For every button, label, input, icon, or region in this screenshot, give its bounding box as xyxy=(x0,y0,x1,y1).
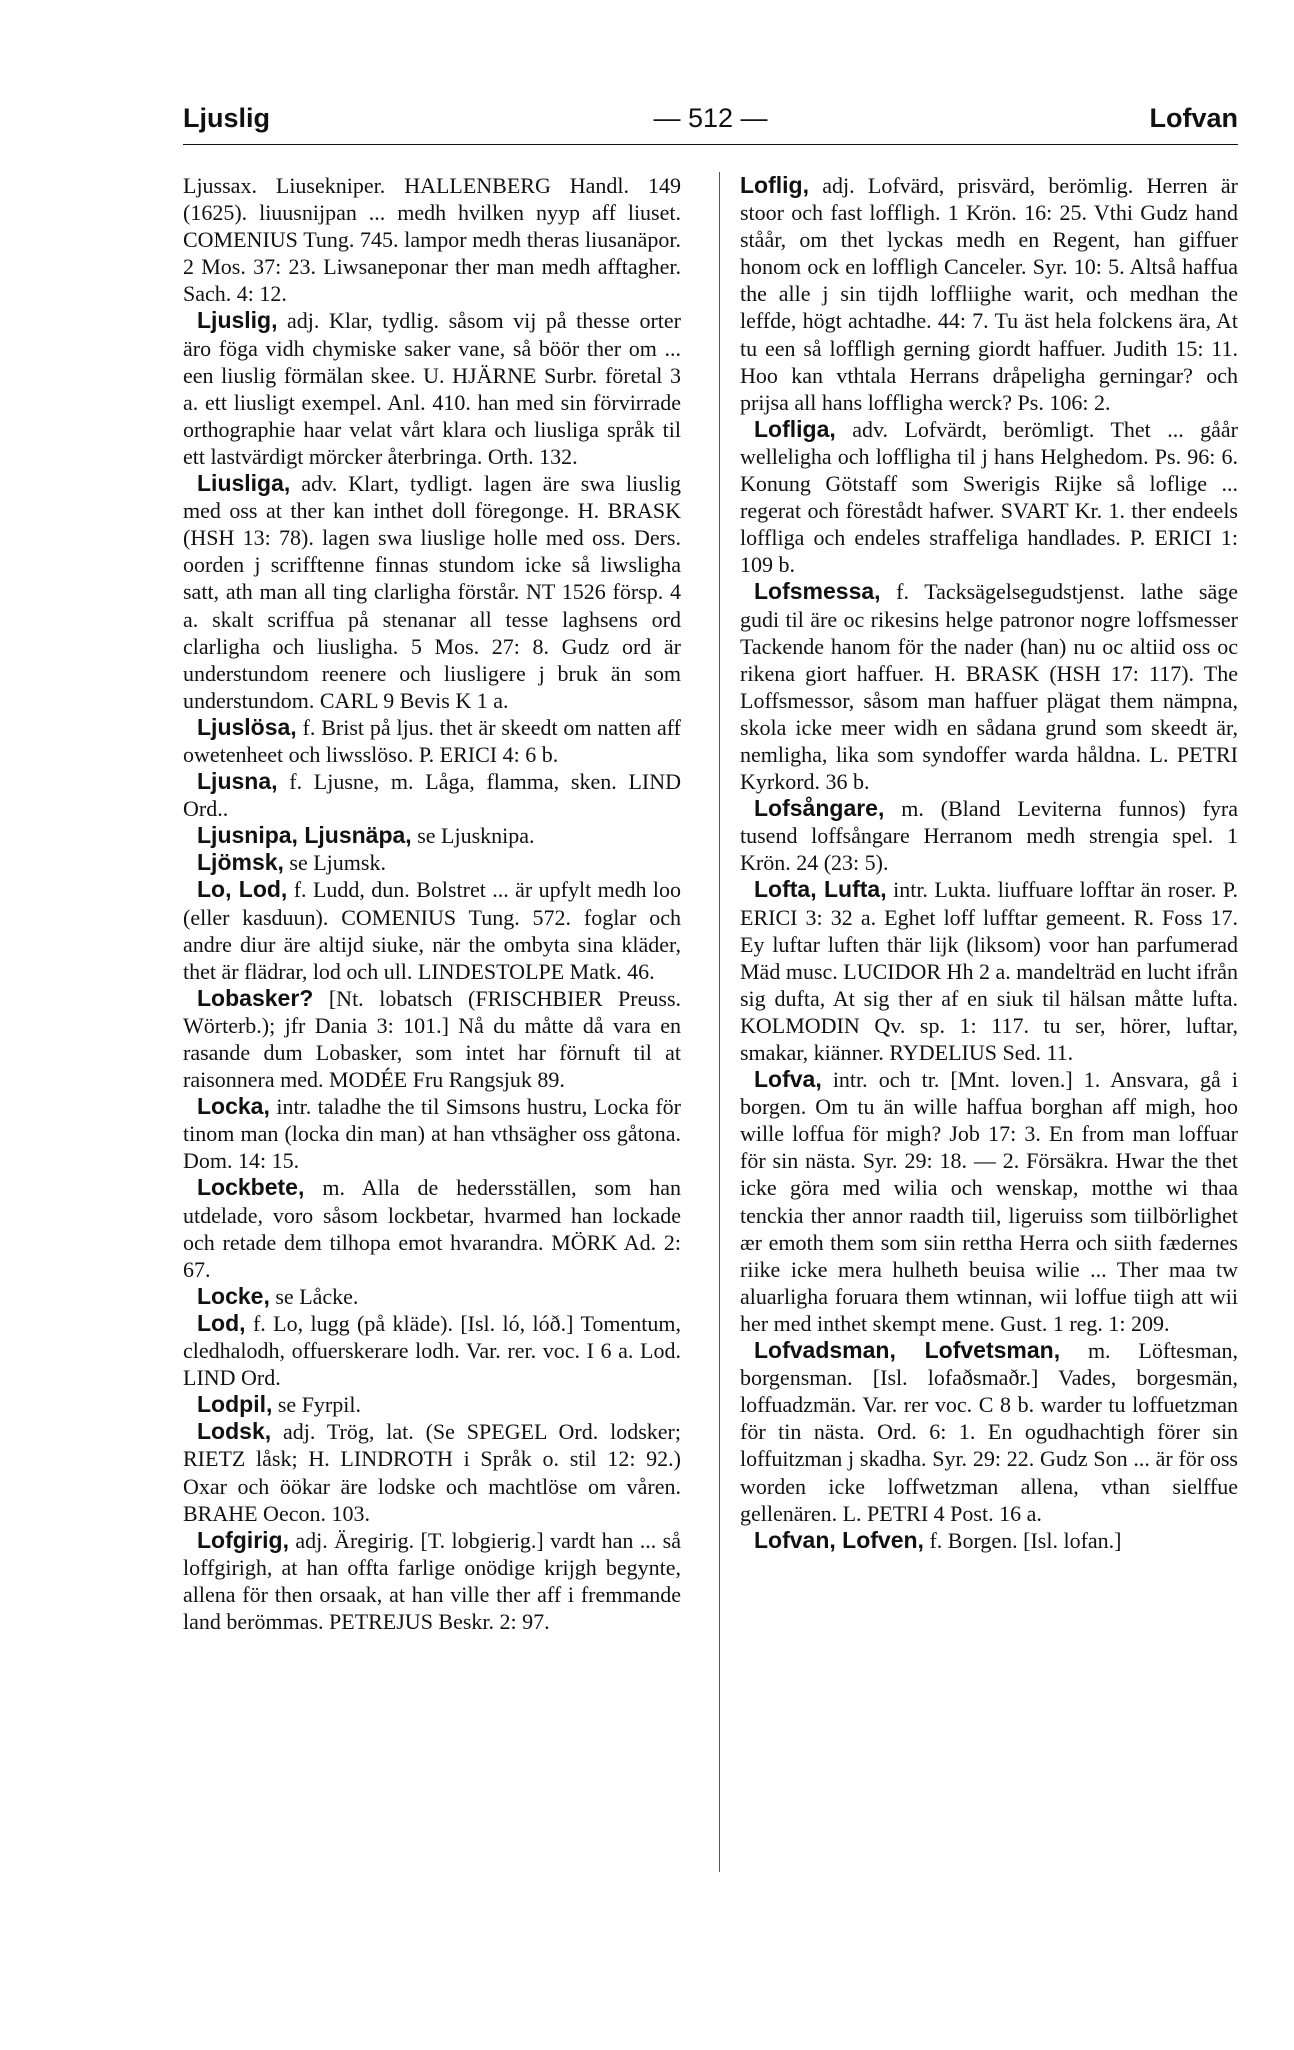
dictionary-entry xyxy=(183,1527,681,1635)
entry-headword: Ljuslig, xyxy=(197,307,278,334)
dictionary-entry xyxy=(740,795,1238,876)
entry-text: f. Brist på ljus. thet är skeedt om natten aff owetenheet och liwsslöso. P. ERICI 4: 6 b. xyxy=(183,714,681,767)
entry-text: m. Alla de hedersställen, som han utdelade, voro såsom lockbetar, hvarmed han lockade och retade dem tilhopa emot hvarandra. MÖRK Ad. 2: 67. xyxy=(183,1175,681,1282)
dictionary-entry xyxy=(183,172,681,307)
entry-headword: Lofliga, xyxy=(754,415,836,442)
entry-text: se Ljusknipa. xyxy=(411,823,535,849)
left-column xyxy=(183,172,681,1635)
dictionary-entry xyxy=(183,1418,681,1526)
entry-headword: Locke, xyxy=(197,1282,270,1309)
entry-text: m. Löftesman, borgensman. [Isl. lofaðsmaðr.] Vades, borgesmän, loffuadzmän. Var. rer voc. C 8 b. warder tu loffuetzman för tin nästa. Ord. 6: 1. En ogudhachtigh förer sin loffuitzman j skadha. Syr. 29: 22. Gudz Son ... är för oss worden icke loffwetzman allena, vthan sielffue gellenären. L. PETRI 4 Post. 16 a. xyxy=(740,1338,1238,1526)
entry-headword: Ljusna, xyxy=(197,768,278,795)
entry-headword: Loflig, xyxy=(740,172,809,198)
column-divider xyxy=(719,172,720,1872)
entry-headword: Lobasker? xyxy=(197,984,314,1011)
page-number: — 512 — xyxy=(653,103,768,133)
entry-text: se Låcke. xyxy=(269,1283,359,1309)
entry-text: se Fyrpil. xyxy=(272,1392,361,1418)
entry-headword: Lofvadsman, Lofvetsman, xyxy=(754,1337,1061,1364)
entry-headword: Lofgirig, xyxy=(197,1526,289,1553)
entry-headword: Ljuslösa, xyxy=(197,713,297,740)
dictionary-entry xyxy=(183,1283,681,1310)
entry-text: adv. Lofvärdt, berömligt. Thet ... gåår welleligha och loffligha til j hans Helghedom. Ps. 96: 6. Konung Götstaff som Swerigis Rijke så loflige ... regerat och förestådt hafwer. SVART Kr. 1. ther endeels loffliga och endeles straffeliga handlades. P. ERICI 1: 109 b. xyxy=(740,416,1238,578)
dictionary-entry xyxy=(740,578,1238,795)
dictionary-entry xyxy=(740,1066,1238,1337)
header-rule xyxy=(183,144,1238,145)
entry-text: f. Ludd, dun. Bolstret ... är upfylt medh loo (eller kasduun). COMENIUS Tung. 572. foglar och andre diur äre altijd siuke, när the ombyta sina kläder, thet är flädrar, lod och ull. LINDESTOLPE Matk. 46. xyxy=(183,877,682,984)
entry-headword: Ljusnipa, Ljusnäpa, xyxy=(197,822,412,849)
header-last-word: Lofvan xyxy=(1149,103,1238,133)
entry-headword: Lofva, xyxy=(754,1066,822,1093)
dictionary-entry xyxy=(740,876,1238,1066)
entry-headword: Lodpil, xyxy=(197,1391,273,1418)
entry-text: se Ljumsk. xyxy=(283,850,386,876)
dictionary-entry xyxy=(740,416,1238,579)
dictionary-entry xyxy=(183,849,681,876)
entry-headword: Locka, xyxy=(197,1093,270,1120)
entry-text: intr. Lukta. liuffuare lofftar än roser. P. ERICI 3: 32 a. Eghet loff lufftar gemeent. R. Foss 17. Ey luftar luften thär lijk (liksom) voor han parfumerad Mäd musc. LUCIDOR Hh 2 a. mandelträd en lucht ifrån sig dufta, At sig ther af en siuk til hälsan måtte lufta. KOLMODIN Qv. sp. 1: 117. tu ser, hörer, luftar, smakar, kiänner. RYDELIUS Sed. 11. xyxy=(740,877,1238,1065)
dictionary-entry xyxy=(183,1093,681,1174)
dictionary-entry xyxy=(183,822,681,849)
dictionary-entry xyxy=(183,1391,681,1418)
dictionary-entry xyxy=(183,1310,681,1391)
entry-headword: Lo, Lod, xyxy=(197,876,288,903)
dictionary-entry xyxy=(740,172,1238,416)
dictionary-entry xyxy=(183,768,681,822)
entry-headword: Lofvan, Lofven, xyxy=(754,1526,924,1553)
entry-headword: Lockbete, xyxy=(197,1174,305,1201)
dictionary-entry xyxy=(183,1174,681,1282)
entry-headword: Lod, xyxy=(197,1309,246,1336)
entry-text: adj. Trög, lat. (Se SPEGEL Ord. lodsker; RIETZ låsk; H. LINDROTH i Språk o. stil 12: 92.) Oxar och öökar äre lodske och machtlöse om våren. BRAHE Oecon. 103. xyxy=(183,1419,681,1526)
entry-text: Ljussax. Liusekniper. HALLENBERG Handl. 149 (1625). liuusnijpan ... medh hvilken nyyp aff liuset. COMENIUS Tung. 745. lampor medh theras liusanäpor. 2 Mos. 37: 23. Liwsaneponar ther man medh afftagher. Sach. 4: 12. xyxy=(183,173,681,307)
entry-text: m. (Bland Leviterna funnos) fyra tusend loffsångare Herranom medh strengia spel. 1 Krön. 24 (23: 5). xyxy=(740,796,1238,876)
entry-text: f. Tacksägelsegudstjenst. lathe säge gudi til äre oc rikesins helge patronor nogre loffsmesser Tackende hanom för the nader (han) nu oc altiid oss oc rikena giort haffuer. H. BRASK (HSH 17: 117). The Loffsmessor, såsom man haffuer plägat them nämpna, skola icke meer widh en sådana grund som skeedt är, nemligha, lika som syndoffer warda håldna. L. PETRI Kyrkord. 36 b. xyxy=(740,579,1238,795)
header-first-word: Ljuslig xyxy=(183,103,270,133)
entry-text: intr. och tr. [Mnt. loven.] 1. Ansvara, gå i borgen. Om tu än wille haffua borghan aff migh, hoo wille loffua för migh? Job 17: 3. En from man loffuar för sin nästa. Syr. 29: 18. — 2. Försäkra. Hwar the thet icke göra med wilia och wenskap, motthe wi thaa tenckia ther annor raadth tiil, ligeruiss som tiilbörlighet ær emoth them som siin rettha Herra och siith fædernes riike icke mera hulheth beuisa wilie ... Ther maa tw aluarligha foruara them wtinnan, wii loffue tiigh att wii her med inthet skempt mene. Gust. 1 reg. 1: 209. xyxy=(740,1067,1238,1336)
dictionary-entry xyxy=(183,307,681,470)
entry-text: adj. Äregirig. [T. lobgierig.] vardt han ... så loffgirigh, at han offta farlige onödige krijgh begynte, allena för then orsaak, at han ville ther aff i fremmande land berömmas. PETREJUS Beskr. 2: 97. xyxy=(183,1527,681,1634)
entry-text: adv. Klart, tydligt. lagen äre swa liuslig med oss at ther kan inthet doll föregonge. H. BRASK (HSH 13: 78). lagen swa liuslige holle med oss. Ders. oorden j scrifftenne finnas stundom icke så liwsligha satt, ath man all ting clarligha förstår. NT 1526 försp. 4 a. skalt scriffua på stenanar all tesse laghsens ord clarligha och liusligha. 5 Mos. 27: 8. Gudz ord är understundom reenere och liusligere j bruk än som understundom. CARL 9 Bevis K 1 a. xyxy=(183,471,681,713)
entry-text: adj. Lofvärd, prisvärd, berömlig. Herren är stoor och fast loffligh. 1 Krön. 16: 25. Vthi Gudz hand ståår, om thet lyckas medh en Regent, han giffuer honom ock en loffligh Canceler. Syr. 10: 5. Altså haffua the alle j sin tijdh loffliighe warit, och medhan the leffde, högt achtadhe. 44: 7. Tu äst hela folckens ära, At tu een så loffligh gerning giordt haffuer. Judith 15: 11. Hoo kan vthtala Herrans dråpeligha gerningar? och prijsa all hans loffligha werck? Ps. 106: 2. xyxy=(740,173,1238,415)
entry-headword: Lodsk, xyxy=(197,1418,272,1445)
entry-headword: Lofta, Lufta, xyxy=(754,876,887,903)
entry-text: f. Ljusne, m. Låga, flamma, sken. LIND Ord.. xyxy=(183,769,681,822)
entry-text: [Nt. lobatsch (FRISCHBIER Preuss. Wörterb.); jfr Dania 3: 101.] Nå du måtte då vara en rasande dum Lobasker, som intet har förnuft til at raisonnera med. MODÉE Fru Rangsjuk 89. xyxy=(183,985,681,1093)
dictionary-entry xyxy=(740,1337,1238,1527)
dictionary-entry xyxy=(183,985,681,1093)
dictionary-entry xyxy=(740,1527,1238,1554)
entry-text: intr. taladhe the til Simsons hustru, Locka för tinom man (locka din man) at han vthsägher oss gåtona. Dom. 14: 15. xyxy=(183,1094,681,1174)
running-header xyxy=(183,100,1238,136)
dictionary-entry xyxy=(183,470,681,714)
entry-headword: Lofsmessa, xyxy=(754,578,881,605)
entry-headword: Liusliga, xyxy=(197,470,291,497)
dictionary-entry xyxy=(183,876,681,984)
entry-headword: Ljömsk, xyxy=(197,849,284,876)
right-column xyxy=(740,172,1238,1554)
entry-headword: Lofsångare, xyxy=(754,795,885,822)
dictionary-entry xyxy=(183,714,681,768)
entry-text: f. Lo, lugg (på kläde). [Isl. ló, lóð.] Tomentum, cledhalodh, offuerskerare lodh. Var. rer. voc. I 6 a. Lod. LIND Ord. xyxy=(183,1310,681,1391)
entry-text: f. Borgen. [Isl. lofan.] xyxy=(923,1527,1122,1553)
entry-text: adj. Klar, tydlig. såsom vij på thesse orter äro föga vidh chymiske saker vane, så böör ther om ... een liuslig förmälan skee. U. HJÄRNE Surbr. företal 3 a. ett liusligt exempel. Anl. 410. han med sin förvirrade orthographie haar velat vårt klara och liusliga språk til ett lastvärdigt mörcker återbringa. Orth. 132. xyxy=(183,308,681,469)
